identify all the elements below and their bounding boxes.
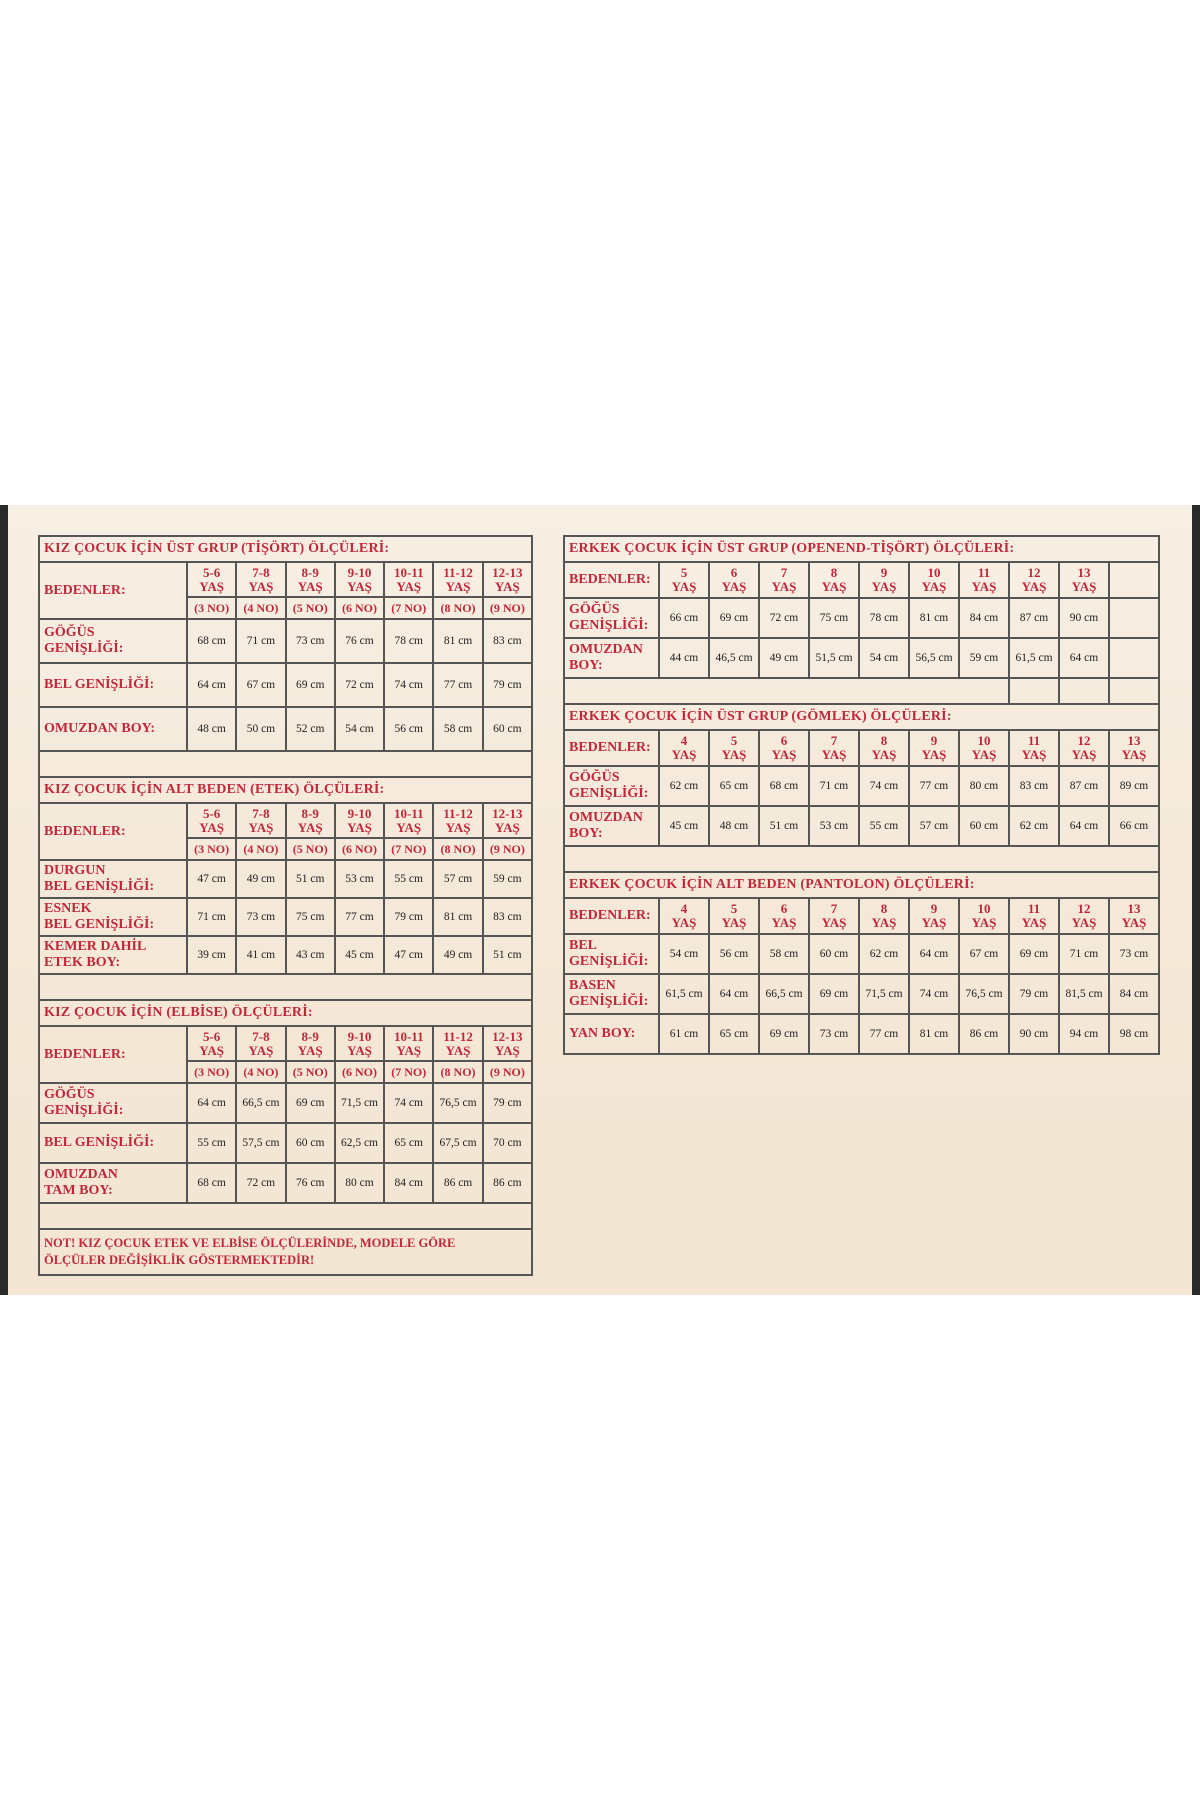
- cell: 73 cm: [286, 619, 335, 663]
- cell: 56 cm: [384, 707, 433, 751]
- cell: 39 cm: [187, 936, 236, 974]
- size-header: 7 YAŞ: [809, 898, 859, 934]
- size-header: 7 YAŞ: [759, 562, 809, 598]
- cell: 72 cm: [335, 663, 384, 707]
- cell: 80 cm: [959, 766, 1009, 806]
- table-title: KIZ ÇOCUK İÇİN (ELBİSE) ÖLÇÜLERİ:: [39, 1000, 532, 1026]
- cell: 87 cm: [1009, 598, 1059, 638]
- cell: 55 cm: [384, 860, 433, 898]
- cell: 49 cm: [759, 638, 809, 678]
- cell: 65 cm: [709, 1014, 759, 1054]
- size-header: 4 YAŞ: [659, 898, 709, 934]
- cell: 68 cm: [187, 1163, 236, 1203]
- cell: 86 cm: [433, 1163, 482, 1203]
- size-header: 10-11 YAŞ: [384, 562, 433, 597]
- cell: 80 cm: [335, 1163, 384, 1203]
- cell: 83 cm: [1009, 766, 1059, 806]
- cell: 77 cm: [433, 663, 482, 707]
- size-number: (5 NO): [286, 1061, 335, 1083]
- size-header: 11 YAŞ: [959, 562, 1009, 598]
- size-header: 10 YAŞ: [959, 898, 1009, 934]
- cell: 81 cm: [433, 898, 482, 936]
- cell: 53 cm: [335, 860, 384, 898]
- sizes-label: BEDENLER:: [39, 1026, 187, 1083]
- row-label: BEL GENİŞLİĞİ:: [39, 1123, 187, 1163]
- cell: 62 cm: [1009, 806, 1059, 846]
- size-number: (9 NO): [483, 1061, 532, 1083]
- size-header: 8-9 YAŞ: [286, 562, 335, 597]
- cell: 66,5 cm: [759, 974, 809, 1014]
- sizes-label: BEDENLER:: [39, 562, 187, 619]
- cell: 69 cm: [759, 1014, 809, 1054]
- size-number: (9 NO): [483, 838, 532, 860]
- cell: 51 cm: [759, 806, 809, 846]
- cell: 76 cm: [286, 1163, 335, 1203]
- spacer-row: [39, 974, 532, 1000]
- size-number: (5 NO): [286, 838, 335, 860]
- cell: 90 cm: [1059, 598, 1109, 638]
- cell: 79 cm: [483, 663, 532, 707]
- cell: 86 cm: [959, 1014, 1009, 1054]
- cell: 49 cm: [433, 936, 482, 974]
- cell: 71 cm: [187, 898, 236, 936]
- cell: 67,5 cm: [433, 1123, 482, 1163]
- cell: 94 cm: [1059, 1014, 1109, 1054]
- size-number: (7 NO): [384, 838, 433, 860]
- sizes-label: BEDENLER:: [564, 562, 659, 598]
- cell: 43 cm: [286, 936, 335, 974]
- size-number: (6 NO): [335, 597, 384, 619]
- sizes-label: BEDENLER:: [564, 730, 659, 766]
- size-header: 11 YAŞ: [1009, 898, 1059, 934]
- size-header: 5 YAŞ: [709, 730, 759, 766]
- size-header: 12 YAŞ: [1059, 898, 1109, 934]
- cell: 73 cm: [809, 1014, 859, 1054]
- size-header: 6 YAŞ: [759, 730, 809, 766]
- cell: 51 cm: [286, 860, 335, 898]
- cell: 64 cm: [1059, 638, 1109, 678]
- size-number: (3 NO): [187, 838, 236, 860]
- cell: 73 cm: [1109, 934, 1159, 974]
- cell: 72 cm: [236, 1163, 285, 1203]
- cell: 71 cm: [236, 619, 285, 663]
- cell: 73 cm: [236, 898, 285, 936]
- size-header: 12-13 YAŞ: [483, 562, 532, 597]
- cell: 47 cm: [187, 860, 236, 898]
- cell: 71,5 cm: [859, 974, 909, 1014]
- cell: 75 cm: [809, 598, 859, 638]
- size-header: 9 YAŞ: [909, 730, 959, 766]
- boys-size-charts: [563, 535, 1160, 1055]
- cell: 71 cm: [1059, 934, 1109, 974]
- size-number: (6 NO): [335, 1061, 384, 1083]
- cell: 64 cm: [187, 1083, 236, 1123]
- cell: 54 cm: [859, 638, 909, 678]
- boys-table: [563, 535, 1160, 1055]
- cell: 76,5 cm: [433, 1083, 482, 1123]
- spacer-row: [39, 1203, 532, 1229]
- cell: 69 cm: [709, 598, 759, 638]
- sizes-label: BEDENLER:: [39, 803, 187, 860]
- size-header: 5 YAŞ: [709, 898, 759, 934]
- size-header: 4 YAŞ: [659, 730, 709, 766]
- row-label: ESNEK BEL GENİŞLİĞİ:: [39, 898, 187, 936]
- size-header: 7-8 YAŞ: [236, 803, 285, 838]
- size-header: 12-13 YAŞ: [483, 803, 532, 838]
- row-label: YAN BOY:: [564, 1014, 659, 1054]
- cell: 69 cm: [286, 1083, 335, 1123]
- cell: 69 cm: [286, 663, 335, 707]
- cell: 57 cm: [909, 806, 959, 846]
- size-number: (8 NO): [433, 838, 482, 860]
- size-header: 5-6 YAŞ: [187, 1026, 236, 1061]
- cell: 64 cm: [909, 934, 959, 974]
- size-header: 9-10 YAŞ: [335, 803, 384, 838]
- row-label: OMUZDAN BOY:: [564, 638, 659, 678]
- spacer-cell: [1109, 678, 1159, 704]
- cell: 61,5 cm: [1009, 638, 1059, 678]
- cell: 75 cm: [286, 898, 335, 936]
- size-number: (8 NO): [433, 597, 482, 619]
- cell: 62 cm: [859, 934, 909, 974]
- size-number: (8 NO): [433, 1061, 482, 1083]
- cell: 64 cm: [709, 974, 759, 1014]
- cell: 67 cm: [959, 934, 1009, 974]
- size-header: 11-12 YAŞ: [433, 803, 482, 838]
- cell: 76,5 cm: [959, 974, 1009, 1014]
- row-label: KEMER DAHİL ETEK BOY:: [39, 936, 187, 974]
- table-title: ERKEK ÇOCUK İÇİN ALT BEDEN (PANTOLON) ÖLÇÜLERİ:: [564, 872, 1159, 898]
- cell: 74 cm: [909, 974, 959, 1014]
- cell: 57,5 cm: [236, 1123, 285, 1163]
- cell: 59 cm: [959, 638, 1009, 678]
- spacer-row: [564, 846, 1159, 872]
- cell: 51,5 cm: [809, 638, 859, 678]
- size-header: 13 YAŞ: [1059, 562, 1109, 598]
- table-title: KIZ ÇOCUK İÇİN ÜST GRUP (TİŞÖRT) ÖLÇÜLERİ:: [39, 536, 532, 562]
- table-title: ERKEK ÇOCUK İÇİN ÜST GRUP (OPENEND-TİŞÖRT) ÖLÇÜLERİ:: [564, 536, 1159, 562]
- cell: 58 cm: [433, 707, 482, 751]
- cell: 60 cm: [483, 707, 532, 751]
- size-header: 8-9 YAŞ: [286, 803, 335, 838]
- row-label: OMUZDAN TAM BOY:: [39, 1163, 187, 1203]
- size-number: (7 NO): [384, 597, 433, 619]
- size-header: 11 YAŞ: [1009, 730, 1059, 766]
- cell: 81 cm: [909, 1014, 959, 1054]
- size-header: 7-8 YAŞ: [236, 1026, 285, 1061]
- cell: 69 cm: [1009, 934, 1059, 974]
- cell: 60 cm: [809, 934, 859, 974]
- cell: 68 cm: [187, 619, 236, 663]
- cell: 55 cm: [187, 1123, 236, 1163]
- size-chart-sheet: [0, 505, 1200, 1295]
- cell: 71,5 cm: [335, 1083, 384, 1123]
- cell: 62,5 cm: [335, 1123, 384, 1163]
- cell: 89 cm: [1109, 766, 1159, 806]
- size-header: 5-6 YAŞ: [187, 803, 236, 838]
- row-label: BEL GENİŞLİĞİ:: [39, 663, 187, 707]
- cell: 78 cm: [859, 598, 909, 638]
- cell: 62 cm: [659, 766, 709, 806]
- size-header: 6 YAŞ: [709, 562, 759, 598]
- cell: 77 cm: [859, 1014, 909, 1054]
- size-header: 10 YAŞ: [909, 562, 959, 598]
- cell: 55 cm: [859, 806, 909, 846]
- row-label: BASEN GENİŞLİĞİ:: [564, 974, 659, 1014]
- cell: 87 cm: [1059, 766, 1109, 806]
- cell: 76 cm: [335, 619, 384, 663]
- size-header: 12 YAŞ: [1009, 562, 1059, 598]
- cell: 45 cm: [335, 936, 384, 974]
- cell: 83 cm: [483, 898, 532, 936]
- cell: 64 cm: [1059, 806, 1109, 846]
- cell: 79 cm: [483, 1083, 532, 1123]
- cell: 86 cm: [483, 1163, 532, 1203]
- cell: 84 cm: [384, 1163, 433, 1203]
- cell: 60 cm: [286, 1123, 335, 1163]
- cell: 47 cm: [384, 936, 433, 974]
- cell: 65 cm: [384, 1123, 433, 1163]
- row-label: OMUZDAN BOY:: [564, 806, 659, 846]
- size-header: 8 YAŞ: [809, 562, 859, 598]
- cell: 90 cm: [1009, 1014, 1059, 1054]
- cell: 84 cm: [1109, 974, 1159, 1014]
- size-number: (4 NO): [236, 597, 285, 619]
- cell: 49 cm: [236, 860, 285, 898]
- cell: 74 cm: [384, 663, 433, 707]
- cell: 81 cm: [909, 598, 959, 638]
- cell: 79 cm: [1009, 974, 1059, 1014]
- cell: 54 cm: [335, 707, 384, 751]
- cell: 61 cm: [659, 1014, 709, 1054]
- size-header: 13 YAŞ: [1109, 898, 1159, 934]
- sizes-label: BEDENLER:: [564, 898, 659, 934]
- cell: 46,5 cm: [709, 638, 759, 678]
- girls-table: [38, 535, 533, 1276]
- row-label: OMUZDAN BOY:: [39, 707, 187, 751]
- size-number: (5 NO): [286, 597, 335, 619]
- size-header: 7 YAŞ: [809, 730, 859, 766]
- cell: 59 cm: [483, 860, 532, 898]
- size-header: 8 YAŞ: [859, 730, 909, 766]
- spacer-row: [564, 678, 1009, 704]
- spacer-cell: [1059, 678, 1109, 704]
- cell: 60 cm: [959, 806, 1009, 846]
- cell: 77 cm: [909, 766, 959, 806]
- size-header: 5 YAŞ: [659, 562, 709, 598]
- cell: 84 cm: [959, 598, 1009, 638]
- cell: 52 cm: [286, 707, 335, 751]
- cell: 57 cm: [433, 860, 482, 898]
- cell: [1109, 598, 1159, 638]
- row-label: DURGUN BEL GENİŞLİĞİ:: [39, 860, 187, 898]
- size-header: 10-11 YAŞ: [384, 803, 433, 838]
- cell: 81,5 cm: [1059, 974, 1109, 1014]
- size-header: 12-13 YAŞ: [483, 1026, 532, 1061]
- table-title: KIZ ÇOCUK İÇİN ALT BEDEN (ETEK) ÖLÇÜLERİ:: [39, 777, 532, 803]
- cell: 77 cm: [335, 898, 384, 936]
- cell: 65 cm: [709, 766, 759, 806]
- cell: 66 cm: [1109, 806, 1159, 846]
- size-header: 7-8 YAŞ: [236, 562, 285, 597]
- row-label: GÖĞÜS GENİŞLİĞİ:: [564, 598, 659, 638]
- cell: 68 cm: [759, 766, 809, 806]
- row-label: GÖĞÜS GENİŞLİĞİ:: [564, 766, 659, 806]
- spacer-row: [39, 751, 532, 777]
- size-number: (3 NO): [187, 597, 236, 619]
- size-header: 9 YAŞ: [859, 562, 909, 598]
- cell: 41 cm: [236, 936, 285, 974]
- cell: 51 cm: [483, 936, 532, 974]
- cell: 70 cm: [483, 1123, 532, 1163]
- size-header: 9-10 YAŞ: [335, 562, 384, 597]
- size-header: 11-12 YAŞ: [433, 1026, 482, 1061]
- size-number: (4 NO): [236, 838, 285, 860]
- row-label: GÖĞÜS GENİŞLİĞİ:: [39, 1083, 187, 1123]
- cell: 66 cm: [659, 598, 709, 638]
- cell: 48 cm: [187, 707, 236, 751]
- cell: 61,5 cm: [659, 974, 709, 1014]
- cell: 44 cm: [659, 638, 709, 678]
- cell: 56,5 cm: [909, 638, 959, 678]
- cell: 78 cm: [384, 619, 433, 663]
- cell: 50 cm: [236, 707, 285, 751]
- cell: 74 cm: [384, 1083, 433, 1123]
- size-number: (9 NO): [483, 597, 532, 619]
- cell: 83 cm: [483, 619, 532, 663]
- cell: 53 cm: [809, 806, 859, 846]
- cell: 79 cm: [384, 898, 433, 936]
- size-number: (6 NO): [335, 838, 384, 860]
- cell: 72 cm: [759, 598, 809, 638]
- cell: 74 cm: [859, 766, 909, 806]
- spacer-cell: [1009, 678, 1059, 704]
- size-number: (4 NO): [236, 1061, 285, 1083]
- size-header: 6 YAŞ: [759, 898, 809, 934]
- size-header: 13 YAŞ: [1109, 730, 1159, 766]
- cell: 48 cm: [709, 806, 759, 846]
- cell: 81 cm: [433, 619, 482, 663]
- cell: 45 cm: [659, 806, 709, 846]
- cell: 58 cm: [759, 934, 809, 974]
- size-header: 12 YAŞ: [1059, 730, 1109, 766]
- cell: 69 cm: [809, 974, 859, 1014]
- size-header: 5-6 YAŞ: [187, 562, 236, 597]
- size-header: 8-9 YAŞ: [286, 1026, 335, 1061]
- table-title: ERKEK ÇOCUK İÇİN ÜST GRUP (GÖMLEK) ÖLÇÜLERİ:: [564, 704, 1159, 730]
- cell: [1109, 638, 1159, 678]
- cell: 54 cm: [659, 934, 709, 974]
- cell: 67 cm: [236, 663, 285, 707]
- note-text: NOT! KIZ ÇOCUK ETEK VE ELBİSE ÖLÇÜLERİNDE, MODELE GÖRE ÖLÇÜLER DEĞİŞİKLİK GÖSTERMEKTEDİR!: [39, 1229, 532, 1275]
- size-header: 9-10 YAŞ: [335, 1026, 384, 1061]
- size-number: (7 NO): [384, 1061, 433, 1083]
- cell: 71 cm: [809, 766, 859, 806]
- size-header: 11-12 YAŞ: [433, 562, 482, 597]
- row-label: BEL GENİŞLİĞİ:: [564, 934, 659, 974]
- size-header: 10 YAŞ: [959, 730, 1009, 766]
- size-number: (3 NO): [187, 1061, 236, 1083]
- size-header: 10-11 YAŞ: [384, 1026, 433, 1061]
- cell: 64 cm: [187, 663, 236, 707]
- cell: 66,5 cm: [236, 1083, 285, 1123]
- size-header: 9 YAŞ: [909, 898, 959, 934]
- cell: 56 cm: [709, 934, 759, 974]
- girls-size-charts: [38, 535, 533, 1276]
- size-header: 8 YAŞ: [859, 898, 909, 934]
- row-label: GÖĞÜS GENİŞLİĞİ:: [39, 619, 187, 663]
- cell: 98 cm: [1109, 1014, 1159, 1054]
- size-header: [1109, 562, 1159, 598]
